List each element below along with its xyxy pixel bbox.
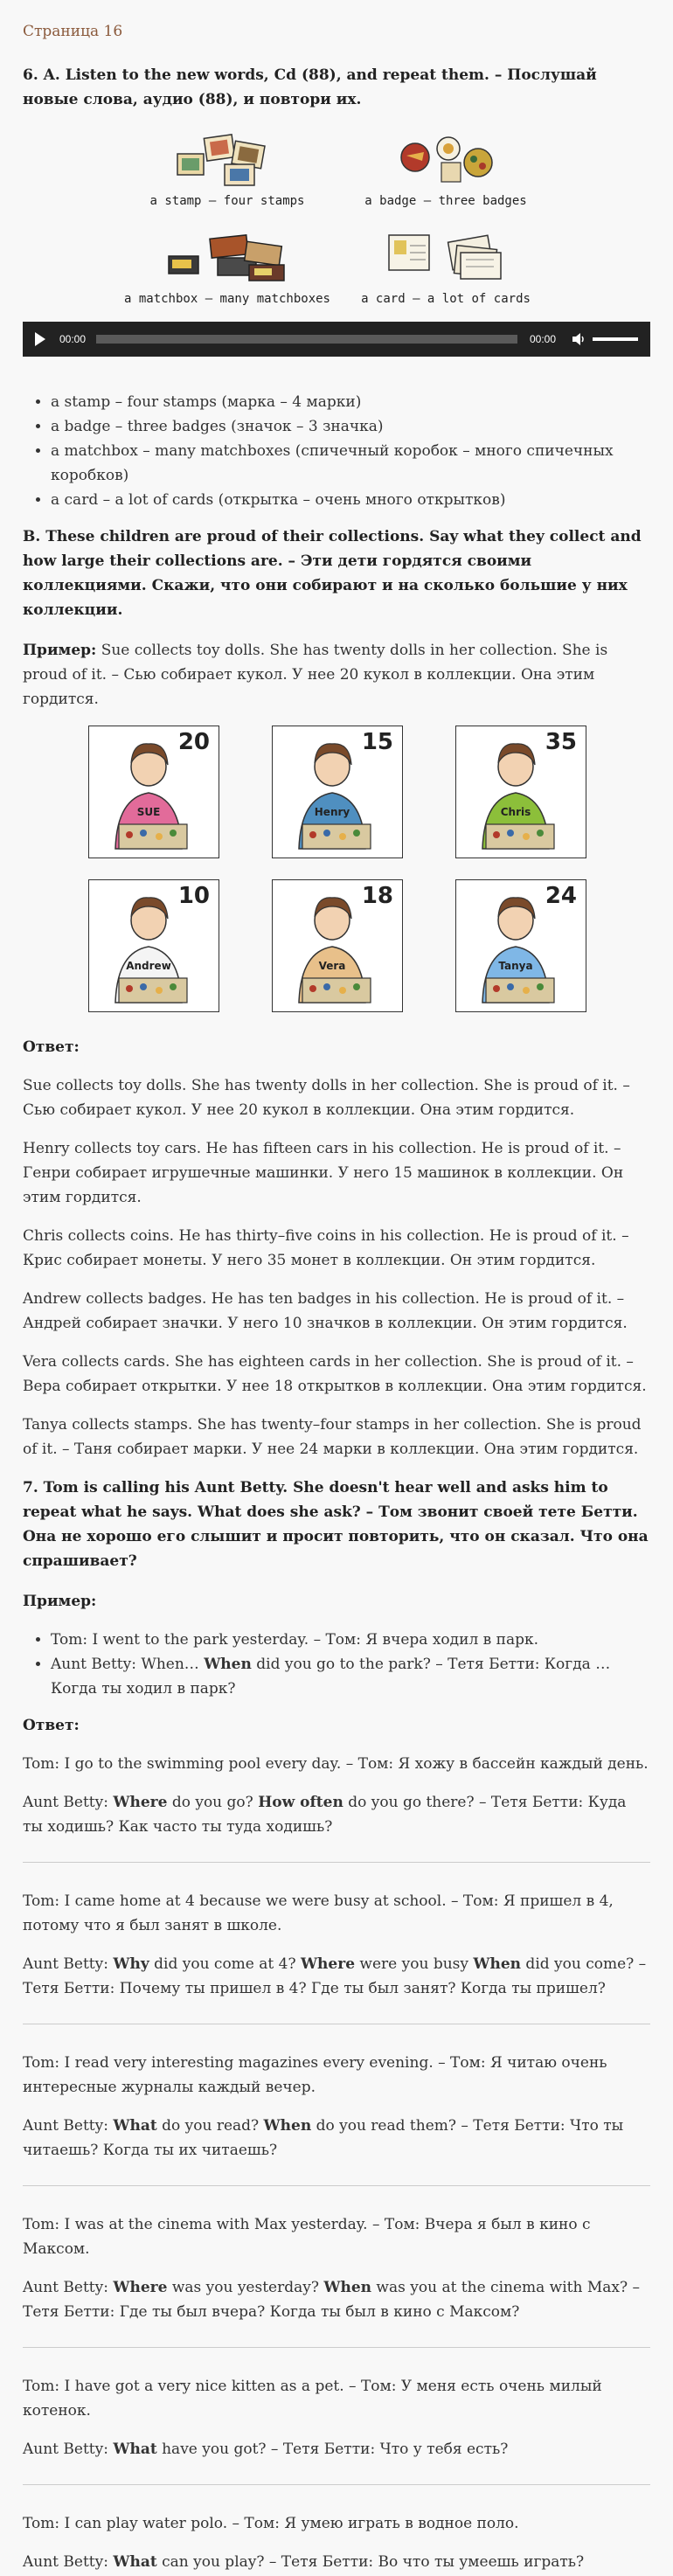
dialog-text: did you come at 4? (149, 1955, 301, 1973)
question-word: Where (300, 1955, 356, 1973)
list-item: • a badge – three badges (значок – 3 значка) (51, 414, 650, 439)
aunt-betty-line (23, 2550, 650, 2574)
tom-line: Tom: I can play water polo. – Том: Я умею играть в водное поло. (23, 2515, 519, 2532)
aunt-betty-line (23, 2114, 650, 2163)
dialog-text: was you at the cinema with Max? – Тетя Бетти: Где ты был вчера? Когда ты был в кино с Максом? (23, 2279, 641, 2321)
caption-card: a card — a lot of cards (361, 292, 531, 306)
collection-count: 35 (545, 729, 577, 755)
child-collection-picture (88, 726, 219, 858)
example-paragraph (23, 638, 650, 712)
aunt-betty-line (23, 1952, 650, 2001)
cards-icon (380, 226, 511, 289)
page-title: Страница 16 (23, 23, 123, 40)
example-text: Aunt Betty: When… (51, 1656, 205, 1673)
answer-paragraph: Sue collects toy dolls. She has twenty dolls in her collection. She is proud of it. – Сью собирает кукол. У нее 20 кукол в коллекции. Она этим гордится. (23, 1077, 630, 1119)
question-word: Where (113, 2279, 168, 2296)
dialog-text: can you play? – Тетя Бетти: Во что ты умеешь играть? (156, 2553, 585, 2571)
question-word: What (113, 2441, 157, 2458)
list-item: • Tom: I went to the park yesterday. – Том: Я вчера ходил в парк. (51, 1628, 650, 1652)
divider (23, 2347, 650, 2348)
aunt-betty-line (23, 1790, 650, 1839)
tom-line: Tom: I was at the cinema with Max yesterday. – Том: Вчера я был в кино с Максом. (23, 2216, 591, 2258)
dialog-text: do you go? (167, 1794, 259, 1811)
collection-count: 24 (545, 883, 577, 909)
question-word: How often (258, 1794, 343, 1811)
example-label: Пример: (23, 642, 97, 659)
shirt-name-label: Vera (318, 960, 346, 972)
dialog-text: Aunt Betty: (23, 1794, 114, 1811)
divider (23, 2484, 650, 2485)
dialog-text: were you busy (355, 1955, 474, 1973)
matchboxes-icon (162, 226, 293, 289)
shirt-name-label: SUE (136, 806, 161, 818)
tom-line: Tom: I go to the swimming pool every day. – Том: Я хожу в бассейн каждый день. (23, 1755, 649, 1773)
shirt-name-label: Tanya (498, 960, 533, 972)
child-collection-picture (272, 879, 403, 1012)
question-word: What (113, 2553, 157, 2571)
shirt-name-label: Andrew (126, 960, 171, 972)
question-word: When (473, 1955, 522, 1973)
vocabulary-illustration (118, 128, 555, 308)
example-text: did you go to the park? – Тетя Бетти: Когда … Когда ты ходил в парк? (51, 1656, 611, 1698)
dialog-text: Aunt Betty: (23, 2441, 114, 2458)
cards-picture (336, 226, 555, 308)
child-collection-picture (455, 726, 586, 858)
dialog-text: have you got? – Тетя Бетти: Что у тебя есть? (156, 2441, 509, 2458)
question-word: When (204, 1656, 252, 1673)
tom-line: Tom: I came home at 4 because we were busy at school. – Том: Я пришел в 4, потому что я был занят в школе. (23, 1892, 614, 1934)
task6b-heading: B. These children are proud of their collections. Say what they collect and how large their collections are. – Эти дети гордятся своими коллекциями. Скажи, что они собирают и на сколько большие у них коллекции. (23, 528, 642, 619)
answer-label: Ответ: (23, 1717, 80, 1734)
current-time: 00:00 (59, 333, 87, 345)
dialog-text: Aunt Betty: (23, 1955, 114, 1973)
list-item: • a matchbox – many matchboxes (спичечный коробок – много спичечных коробков) (51, 439, 650, 488)
vocabulary-list (23, 390, 650, 512)
tom-line: Tom: I have got a very nice kitten as a pet. – Том: У меня есть очень милый котенок. (23, 2378, 602, 2420)
audio-progress-bar[interactable] (96, 335, 517, 344)
answer-paragraph: Vera collects cards. She has eighteen cards in her collection. She is proud of it. – Вера собирает открытки. У нее 18 открытков в коллекции. Она этим гордится. (23, 1353, 647, 1395)
dialog-text: Aunt Betty: (23, 2117, 114, 2135)
stamps-picture (118, 128, 336, 210)
answer-paragraph: Andrew collects badges. He has ten badges in his collection. He is proud of it. – Андрей собирает значки. У него 10 значков в коллекции. Он этим гордится. (23, 1290, 628, 1332)
shirt-name-label: Chris (500, 806, 531, 818)
collection-count: 18 (361, 883, 393, 909)
list-item: • a card – a lot of cards (открытка – очень много открытков) (51, 488, 650, 512)
task6-heading: 6. A. Listen to the new words, Cd (88), and repeat them. – Послушай новые слова, аудио (88), и повтори их. (23, 66, 597, 108)
dialogs (23, 1752, 650, 2574)
duration-time: 00:00 (529, 333, 556, 345)
dialog-text: do you go there? – Тетя Бетти: Куда ты ходишь? Как часто ты туда ходишь? (23, 1794, 627, 1836)
caption-matchbox: a matchbox — many matchboxes (123, 292, 330, 306)
stamps-icon (170, 129, 284, 191)
volume-icon[interactable] (572, 333, 586, 345)
children-collections-illustration (23, 726, 650, 1012)
caption-badge: a badge — three badges (364, 194, 527, 208)
child-collection-picture (455, 879, 586, 1012)
collection-count: 10 (177, 883, 210, 909)
badges-picture (336, 128, 555, 210)
dialog-text: do you read? (156, 2117, 264, 2135)
question-word: Where (113, 1794, 168, 1811)
example-list (23, 1628, 650, 1701)
dialog-text: Aunt Betty: (23, 2279, 114, 2296)
shirt-name-label: Henry (314, 806, 350, 818)
dialog-text: Aunt Betty: (23, 2553, 114, 2571)
list-item (51, 1652, 650, 1701)
example-text: Sue collects toy dolls. She has twenty dolls in her collection. She is proud of it. – Сью собирает кукол. У нее 20 кукол в коллекции. Она этим гордится. (23, 642, 608, 708)
collection-count: 15 (361, 729, 393, 755)
list-item: • a stamp – four stamps (марка – 4 марки) (51, 390, 650, 414)
audio-player (23, 322, 650, 357)
tom-line: Tom: I read very interesting magazines every evening. – Том: Я читаю очень интересные журналы каждый вечер. (23, 2054, 607, 2096)
question-word: When (323, 2279, 372, 2296)
aunt-betty-line (23, 2275, 650, 2324)
divider (23, 2185, 650, 2186)
question-word: Why (113, 1955, 149, 1973)
dialog-text: was you yesterday? (167, 2279, 324, 2296)
question-word: When (263, 2117, 312, 2135)
caption-stamp: a stamp — four stamps (149, 194, 305, 208)
task7-heading: 7. Tom is calling his Aunt Betty. She doesn't hear well and asks him to repeat what he says. What does she ask? – Том звонит своей тете Бетти. Она не хорошо его слышит и просит повторить, что он сказал. Что она спрашивает? (23, 1479, 649, 1570)
matchboxes-picture (118, 226, 336, 308)
child-collection-picture (88, 879, 219, 1012)
example-label: Пример: (23, 1593, 97, 1610)
volume-slider[interactable] (593, 337, 638, 341)
child-collection-picture (272, 726, 403, 858)
badges-icon (389, 129, 503, 191)
collection-count: 20 (177, 729, 210, 755)
answer-paragraph: Henry collects toy cars. He has fifteen cars in his collection. He is proud of it. – Генри собирает игрушечные машинки. У него 15 машинок в коллекции. Он этим гордится. (23, 1140, 624, 1206)
play-icon[interactable] (35, 332, 45, 346)
question-word: What (113, 2117, 157, 2135)
divider (23, 1862, 650, 1863)
aunt-betty-line (23, 2437, 650, 2461)
answer-paragraph: Tanya collects stamps. She has twenty–four stamps in her collection. She is proud of it. – Таня собирает марки. У нее 24 марки в коллекции. Она этим гордится. (23, 1416, 642, 1458)
dialog-text: did you come? – Тетя Бетти: Почему ты пришел в 4? Где ты был занят? Когда ты пришел? (23, 1955, 647, 1997)
dialog-text: do you read them? – Тетя Бетти: Что ты читаешь? Когда ты их читаешь? (23, 2117, 624, 2159)
answer-label: Ответ: (23, 1038, 80, 1056)
answer-paragraph: Chris collects coins. He has thirty–five coins in his collection. He is proud of it. – Крис собирает монеты. У него 35 монет в коллекции. Он этим гордится. (23, 1227, 629, 1269)
